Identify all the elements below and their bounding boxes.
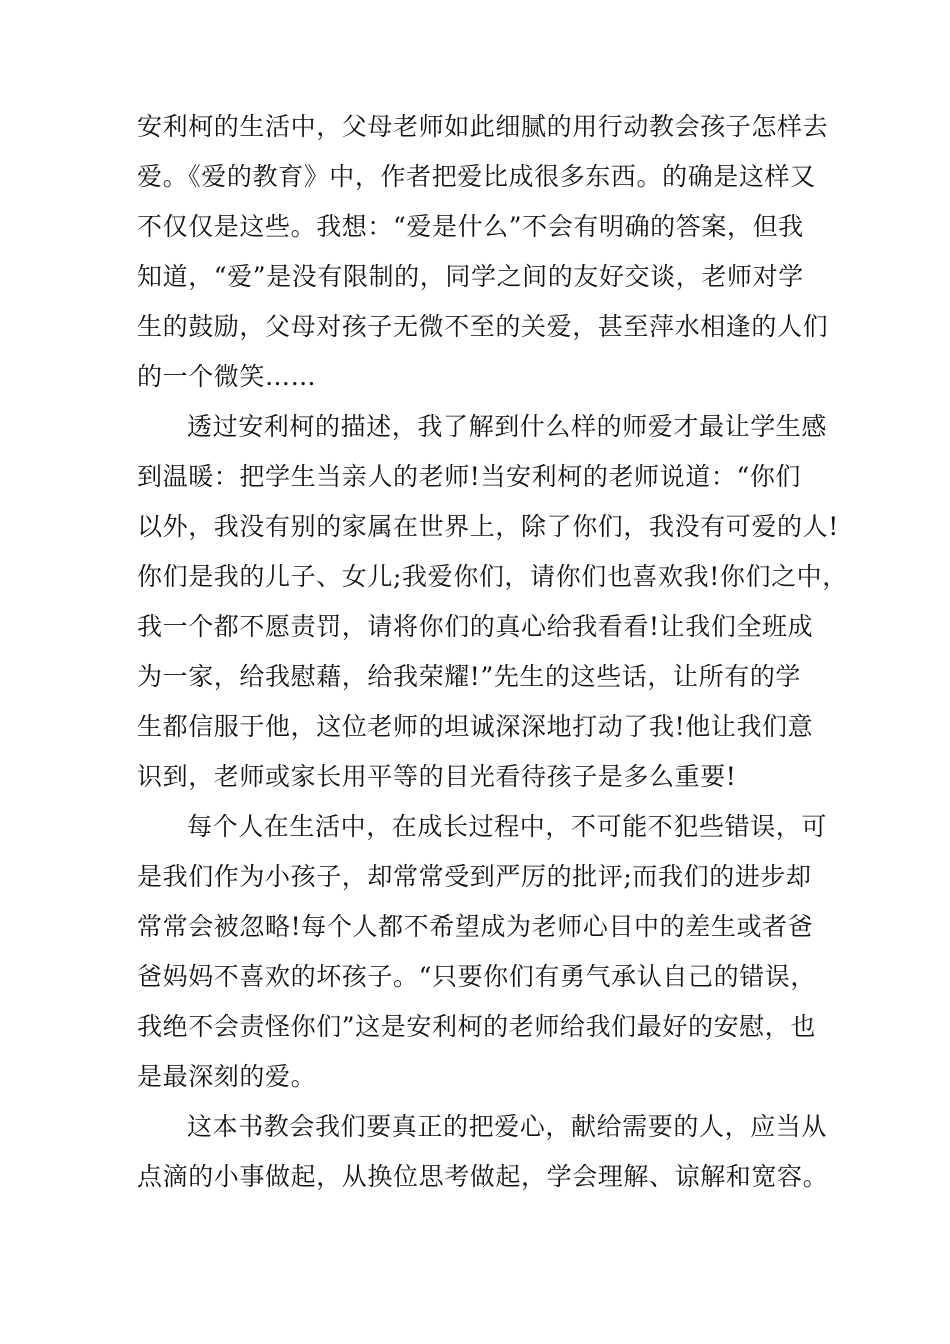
text-line: 这本书教会我们要真正的把爱心，献给需要的人，应当从 (187, 1112, 828, 1141)
text-line: 我绝不会责怪你们”这是安利柯的老师给我们最好的安慰，也 (137, 1012, 816, 1041)
text-line: 生都信服于他，这位老师的坦诚深深地打动了我!他让我们意 (137, 712, 814, 741)
text-line: 常常会被忽略!每个人都不希望成为老师心目中的差生或者爸 (137, 912, 814, 941)
text-line: 知道，“爱”是没有限制的，同学之间的友好交谈，老师对学 (137, 262, 804, 291)
text-line: 是我们作为小孩子，却常常受到严厉的批评;而我们的进步却 (137, 862, 812, 891)
text-line: 你们是我的儿子、女儿;我爱你们，请你们也喜欢我!你们之中， (137, 562, 848, 591)
text-line: 是最深刻的爱。 (137, 1062, 317, 1091)
text-line: 生的鼓励，父母对孩子无微不至的关爱，甚至萍水相逢的人们 (137, 312, 829, 341)
text-line: 不仅仅是这些。我想：“爱是什么”不会有明确的答案，但我 (137, 212, 804, 241)
text-line: 透过安利柯的描述，我了解到什么样的师爱才最让学生感 (187, 412, 828, 441)
text-line: 每个人在生活中，在成长过程中，不可能不犯些错误，可 (187, 812, 828, 841)
text-line: 爸妈妈不喜欢的坏孩子。“只要你们有勇气承认自己的错误， (137, 962, 816, 991)
text-line: 为一家，给我慰藉，给我荣耀!”先生的这些话，让所有的学 (137, 662, 802, 691)
text-line: 我一个都不愿责罚，请将你们的真心给我看看!让我们全班成 (137, 612, 814, 641)
text-line: 识到，老师或家长用平等的目光看待孩子是多么重要! (137, 762, 737, 791)
text-line: 爱。《爱的教育》中，作者把爱比成很多东西。的确是这样又 (137, 162, 816, 191)
text-line: 以外，我没有别的家属在世界上，除了你们，我没有可爱的人! (137, 512, 839, 541)
text-line: 到温暖：把学生当亲人的老师!当安利柯的老师说道：“你们 (137, 462, 802, 491)
text-line: 点滴的小事做起，从换位思考做起，学会理解、谅解和宽容。 (137, 1162, 829, 1191)
text-line: 的一个微笑…… (137, 362, 317, 391)
text-line: 安利柯的生活中，父母老师如此细腻的用行动教会孩子怎样去 (137, 112, 829, 141)
